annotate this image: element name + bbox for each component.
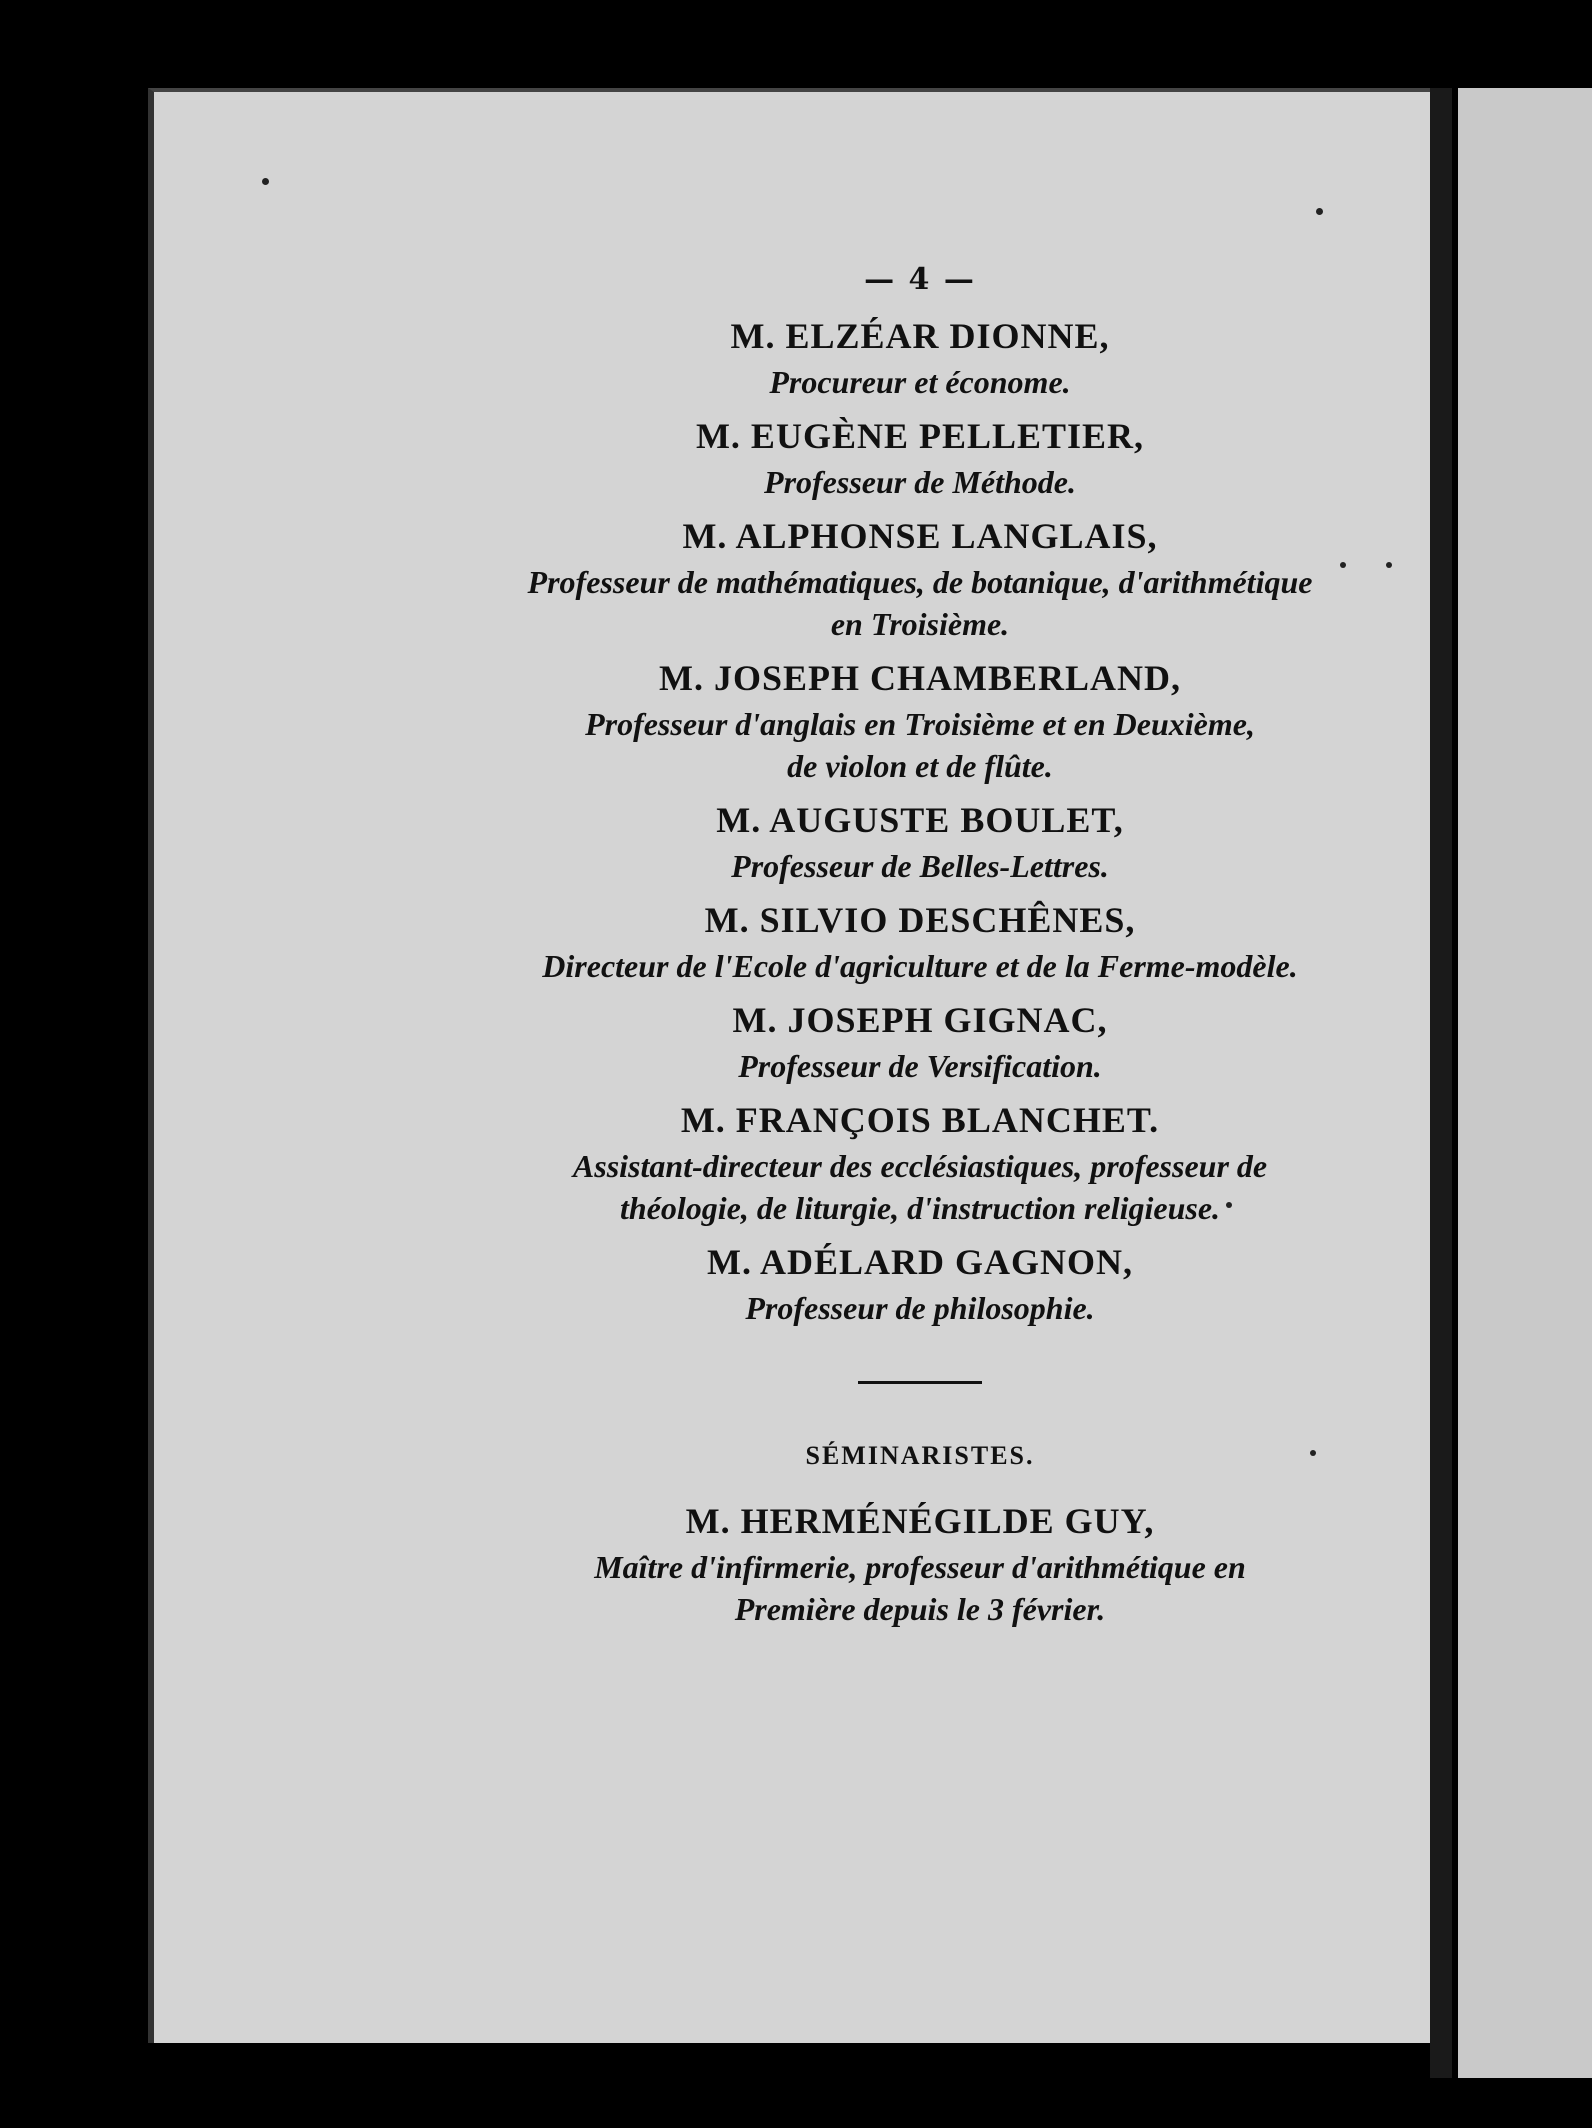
staff-role [470,561,1370,645]
paper-speck [262,178,269,185]
staff-role [470,1546,1370,1630]
staff-name: M. JOSEPH CHAMBERLAND, [658,658,1181,698]
staff-entry [470,311,1370,403]
staff-role-line: Première depuis le 3 février. [734,1591,1106,1627]
staff-role-line: Directeur de l'Ecole d'agriculture et de la Ferme-modèle. [542,948,1298,984]
staff-role-line: Professeur de Belles-Lettres. [731,848,1109,884]
staff-entry [470,795,1370,887]
paper-speck [1316,208,1323,215]
staff-name: M. FRANÇOIS BLANCHET. [680,1100,1160,1140]
staff-role-line: Professeur de Versification. [738,1048,1102,1084]
seminaristes-list [470,1496,1370,1630]
staff-name: M. JOSEPH GIGNAC, [732,1000,1108,1040]
staff-role-line: Professeur d'anglais en Troisième et en Deuxième, [585,706,1255,742]
paper-speck [1386,562,1392,568]
staff-role-line: Procureur et économe. [769,364,1071,400]
staff-entry [470,511,1370,645]
staff-role-line: en Troisième. [830,606,1010,642]
staff-list [470,311,1370,1329]
staff-name: M. HERMÉNÉGILDE GUY, [685,1501,1155,1541]
staff-role [470,361,1370,403]
staff-role-line: Professeur de philosophie. [745,1290,1095,1326]
section-divider [858,1381,982,1384]
staff-role-line: théologie, de liturgie, d'instruction religieuse. [619,1190,1221,1226]
staff-entry [470,411,1370,503]
staff-name: M. SILVIO DESCHÊNES, [704,900,1136,940]
section-heading-seminaristes: SÉMINARISTES. [805,1441,1035,1470]
staff-name: M. AUGUSTE BOULET, [716,800,1124,840]
staff-role [470,845,1370,887]
staff-role [470,461,1370,503]
staff-role [470,1145,1370,1229]
staff-entry [470,1496,1370,1630]
staff-role-line: Professeur de Méthode. [764,464,1076,500]
staff-role-line: Assistant-directeur des ecclésiastiques, professeur de [572,1148,1268,1184]
staff-entry [470,1237,1370,1329]
staff-entry [470,653,1370,787]
staff-name: M. ALPHONSE LANGLAIS, [682,516,1158,556]
staff-role-line: Maître d'infirmerie, professeur d'arithmétique en [594,1549,1246,1585]
staff-entry [470,995,1370,1087]
staff-role [470,703,1370,787]
staff-role [470,1287,1370,1329]
staff-name: M. ELZÉAR DIONNE, [730,316,1110,356]
staff-role [470,945,1370,987]
staff-entry [470,1095,1370,1229]
staff-name: M. EUGÈNE PELLETIER, [695,416,1145,456]
staff-role-line: de violon et de flûte. [787,748,1053,784]
staff-name: M. ADÉLARD GAGNON, [706,1242,1133,1282]
facing-page-edge [1458,88,1592,2078]
document-text [470,262,1370,1638]
page-number: — 4 — [864,262,976,297]
staff-entry [470,895,1370,987]
page-gutter [1430,88,1452,2078]
staff-role-line: Professeur de mathématiques, de botanique, d'arithmétique [527,564,1313,600]
staff-role [470,1045,1370,1087]
